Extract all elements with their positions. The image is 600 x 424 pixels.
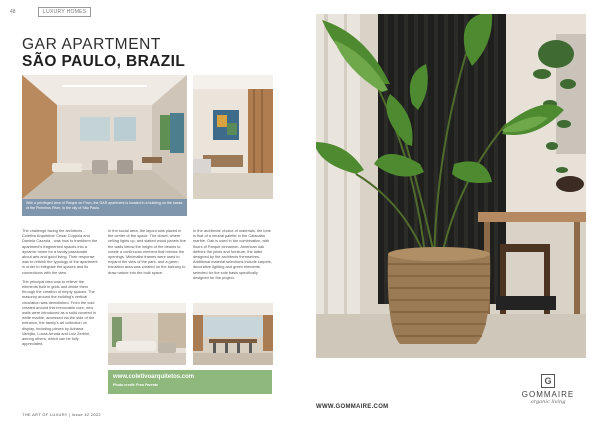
photo-credit: Photo credit: Fran Parente (113, 383, 159, 387)
advertiser-website[interactable]: WWW.GOMMAIRE.COM (316, 404, 389, 410)
paragraph: The challenge facing the architects - Coletivo Arquitetos' Cesar Coppola and Daniela Cazzola - was how to transform the apartment's fragmented spaces into a dynamic home for a family passionate about arts and good living. Their response was to rethink the typology of the apartment in order to integrate the spaces and its connections with the view. (22, 228, 98, 275)
living-room-photo (22, 75, 187, 199)
plant-advert-photo (316, 14, 586, 358)
paragraph: In the architects' choice of materials, the tone is that of a neutral palette in the Calacatta marble. Oak is used in the combination, with floors of Parque cinnamon. American oak defines the joints and furniture, the latter designed by the architects themselves. Additional material selections include carpets, decorative lighting and green elements selected for the sole basis specifically designed for the project. (193, 228, 272, 280)
brand-name: GOMMAIRE (521, 390, 575, 399)
text-column-1 (22, 228, 98, 350)
dining-room-photo (193, 303, 273, 365)
magazine-footer: THE ART OF LUXURY | Issue 42 2022 (22, 412, 101, 417)
photo-caption: With a privileged view of Parque do Povo, the GAR apartment is located in a building on the banks of the Pinheiros River, in the city of São Paulo. (22, 199, 187, 216)
brand-tagline: organic living (530, 399, 566, 405)
hallway-photo (193, 75, 273, 199)
text-column-3 (193, 228, 273, 284)
paragraph: The principal idea was to relieve the elements built in grids and divide them through the creation of empty spaces. The masonry around the building's vertical circulation was demolished. From the void created around this immovable core, new walls were introduced as a solid covered in white marble, accessed via the side of the entrance, the family's art collection on display, including pieces by Adriana Varejão, Lucas Arruda and Luiz Zerbini, among others, which can be fully appreciated. (22, 278, 96, 347)
architect-info-box (108, 370, 272, 394)
gommaire-logo (518, 374, 578, 416)
architect-website-link[interactable]: www.coletivoarquitetos.com (113, 374, 195, 380)
text-column-2 (108, 228, 186, 279)
lounge-photo (108, 303, 186, 365)
logo-mark-icon: G (541, 374, 555, 388)
article-title-line2: SÃO PAULO, BRAZIL (22, 53, 186, 70)
page-number: 48 (10, 9, 16, 15)
section-tag: LUXURY HOMES (38, 7, 91, 17)
article-title-line1: GAR APARTMENT (22, 36, 161, 53)
paragraph: In the social area, the layout was placed in the center of the space. The closet, where ceiling lights up, and slatted wood panels line the walls below the height of the beams to create a continuous element that mimics the openings. Minimalist frames were used to expand the view of the park, and a green transition area was created on the balcony to draw nature into the built space. (108, 228, 186, 275)
